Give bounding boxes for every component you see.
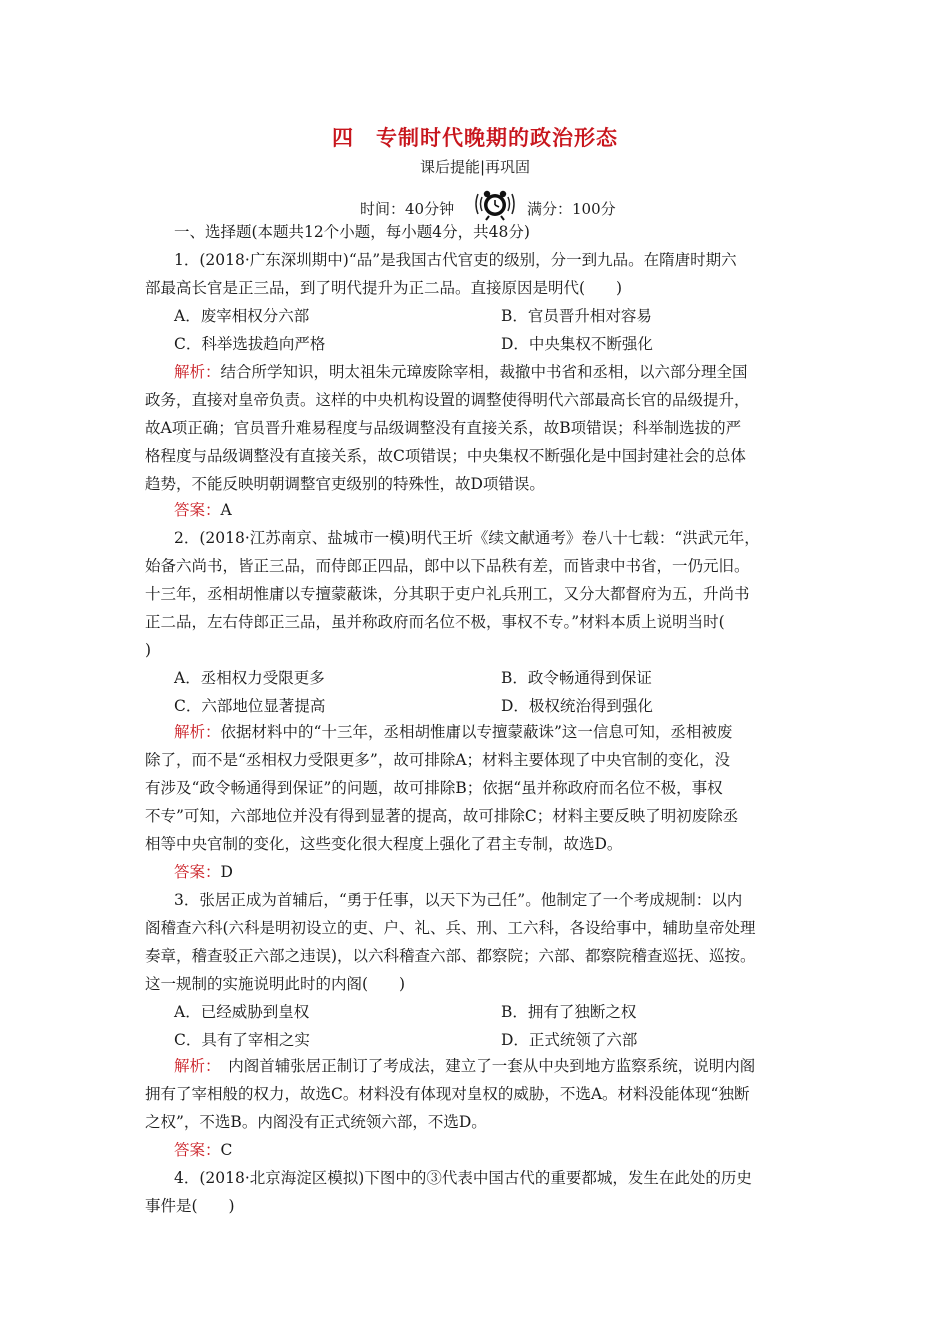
q2-analysis-line-5: 相等中央官制的变化，这些变化很大程度上强化了君主专制，故选D。: [145, 835, 623, 853]
q2-stem-line-2: 始备六尚书，皆正三品，而侍郎正四品，郎中以下品秩有差，而皆隶中书省，一仍元旧。: [145, 557, 750, 575]
q1-analysis-line-2: 政务，直接对皇帝负责。这样的中央机构设置的调整使得明代六部最高长官的品级提升，: [145, 391, 750, 409]
q2-answer: [174, 862, 233, 882]
q1-option-b: B．官员晋升相对容易: [501, 307, 652, 325]
q1-option-d: D．中央集权不断强化: [501, 335, 653, 353]
q3-analysis-text-1: 内阁首辅张居正制订了考成法，建立了一套从中央到地方监察系统，说明内阁: [212, 1057, 756, 1075]
alarm-clock-icon: [470, 186, 520, 222]
q2-option-d: D．极权统治得到强化: [501, 697, 653, 715]
q2-answer-value: D: [220, 863, 233, 881]
q3-option-b: B．拥有了独断之权: [501, 1003, 637, 1021]
q2-stem-line-5: ): [145, 641, 152, 659]
q3-option-c: C．具有了宰相之实: [174, 1031, 310, 1049]
q1-stem-line-2: 部最高长官是正三品，到了明代提升为正二品。直接原因是明代( ): [145, 279, 623, 297]
answer-label: 答案：: [174, 501, 221, 519]
q2-option-a: A．丞相权力受限更多: [174, 669, 325, 687]
q4-stem-line-1: 4．(2018·北京海淀区模拟)下图中的③代表中国古代的重要都城，发生在此处的历史: [174, 1169, 752, 1187]
q2-option-b: B．政令畅通得到保证: [501, 669, 652, 687]
analysis-label: 解析：: [174, 363, 221, 381]
answer-label: 答案：: [174, 863, 221, 881]
q2-stem-line-1: 2．(2018·江苏南京、盐城市一模)明代王圻《续文献通考》卷八十七载：“洪武元年，: [174, 529, 760, 547]
q1-option-a: A．废宰相权分六部: [174, 307, 310, 325]
q2-stem-line-3: 十三年，丞相胡惟庸以专擅蒙蔽诛，分其职于吏户礼兵刑工，又分大都督府为五，升尚书: [145, 585, 750, 603]
q1-analysis-text-1: 结合所学知识，明太祖朱元璋废除宰相，裁撤中书省和丞相，以六部分理全国: [220, 363, 748, 381]
q3-stem-line-2: 阁稽查六科(六科是明初设立的吏、户、礼、兵、刑、工六科，各设给事中，辅助皇帝处理: [145, 919, 756, 937]
q2-stem-line-4: 正二品，左右侍郎正三品，虽并称政府而名位不极，事权不专。”材料本质上说明当时(: [145, 613, 725, 631]
full-score: 满分：100分: [527, 200, 616, 218]
time-score-bar: [0, 186, 950, 226]
answer-label: 答案：: [174, 1141, 221, 1159]
q2-option-c: C．六部地位显著提高: [174, 697, 326, 715]
q1-analysis-line-3: 故A项正确；官员晋升难易程度与品级调整没有直接关系，故B项错误；科举制选拔的严: [145, 419, 742, 437]
q3-answer: [174, 1140, 232, 1160]
q1-stem-line-1: 1．(2018·广东深圳期中)“品”是我国古代官吏的级别，分一到九品。在隋唐时期六: [174, 251, 737, 269]
q2-analysis-line-4: 不专”可知，六部地位并没有得到显著的提高，故可排除C；材料主要反映了明初废除丞: [145, 807, 739, 825]
time-limit: 时间：40分钟: [360, 200, 455, 218]
q3-option-d: D．正式统领了六部: [501, 1031, 638, 1049]
analysis-label: 解析：: [174, 1057, 213, 1075]
page-subtitle: 课后提能|再巩固: [419, 158, 531, 176]
q2-analysis-line-1: [174, 722, 732, 742]
q1-analysis-line-1: [174, 362, 748, 382]
analysis-label: 解析：: [174, 723, 221, 741]
q3-answer-value: C: [220, 1141, 233, 1159]
q2-analysis-line-3: 有涉及“政令畅通得到保证”的问题，故可排除B；依据“虽并称政府而名位不极，事权: [145, 779, 723, 797]
q1-analysis-line-5: 趋势，不能反映明朝调整官吏级别的特殊性，故D项错误。: [145, 475, 545, 493]
page-title: 四 专制时代晚期的政治形态: [332, 125, 618, 150]
q3-stem-line-1: 3．张居正成为首辅后，“勇于任事，以天下为己任”。他制定了一个考成规制：以内: [174, 891, 743, 909]
q3-stem-line-3: 奏章，稽查驳正六部之违误)，以六科稽查六部、都察院；六部、都察院稽查巡抚、巡按。: [145, 947, 756, 965]
q3-option-a: A．已经威胁到皇权: [174, 1003, 310, 1021]
q3-analysis-line-3: 之权”，不选B。内阁没有正式统领六部，不选D。: [145, 1113, 487, 1131]
q1-answer-value: A: [220, 501, 232, 519]
section-heading: 一、选择题(本题共12个小题，每小题4分，共48分): [174, 223, 530, 241]
q2-analysis-line-2: 除了，而不是“丞相权力受限更多”，故可排除A；材料主要体现了中央官制的变化，没: [145, 751, 731, 769]
q1-option-c: C．科举选拔趋向严格: [174, 335, 326, 353]
q4-stem-line-2: 事件是( ): [145, 1197, 235, 1215]
q1-analysis-line-4: 格程度与品级调整没有直接关系，故C项错误；中央集权不断强化是中国封建社会的总体: [145, 447, 746, 465]
q3-analysis-line-2: 拥有了宰相般的权力，故选C。材料没有体现对皇权的威胁，不选A。材料没能体现“独断: [145, 1085, 750, 1103]
q1-answer: [174, 500, 232, 520]
q2-analysis-text-1: 依据材料中的“十三年，丞相胡惟庸以专擅蒙蔽诛”这一信息可知，丞相被废: [220, 723, 733, 741]
q3-stem-line-4: 这一规制的实施说明此时的内阁( ): [145, 975, 406, 993]
q3-analysis-line-1: [174, 1056, 755, 1076]
